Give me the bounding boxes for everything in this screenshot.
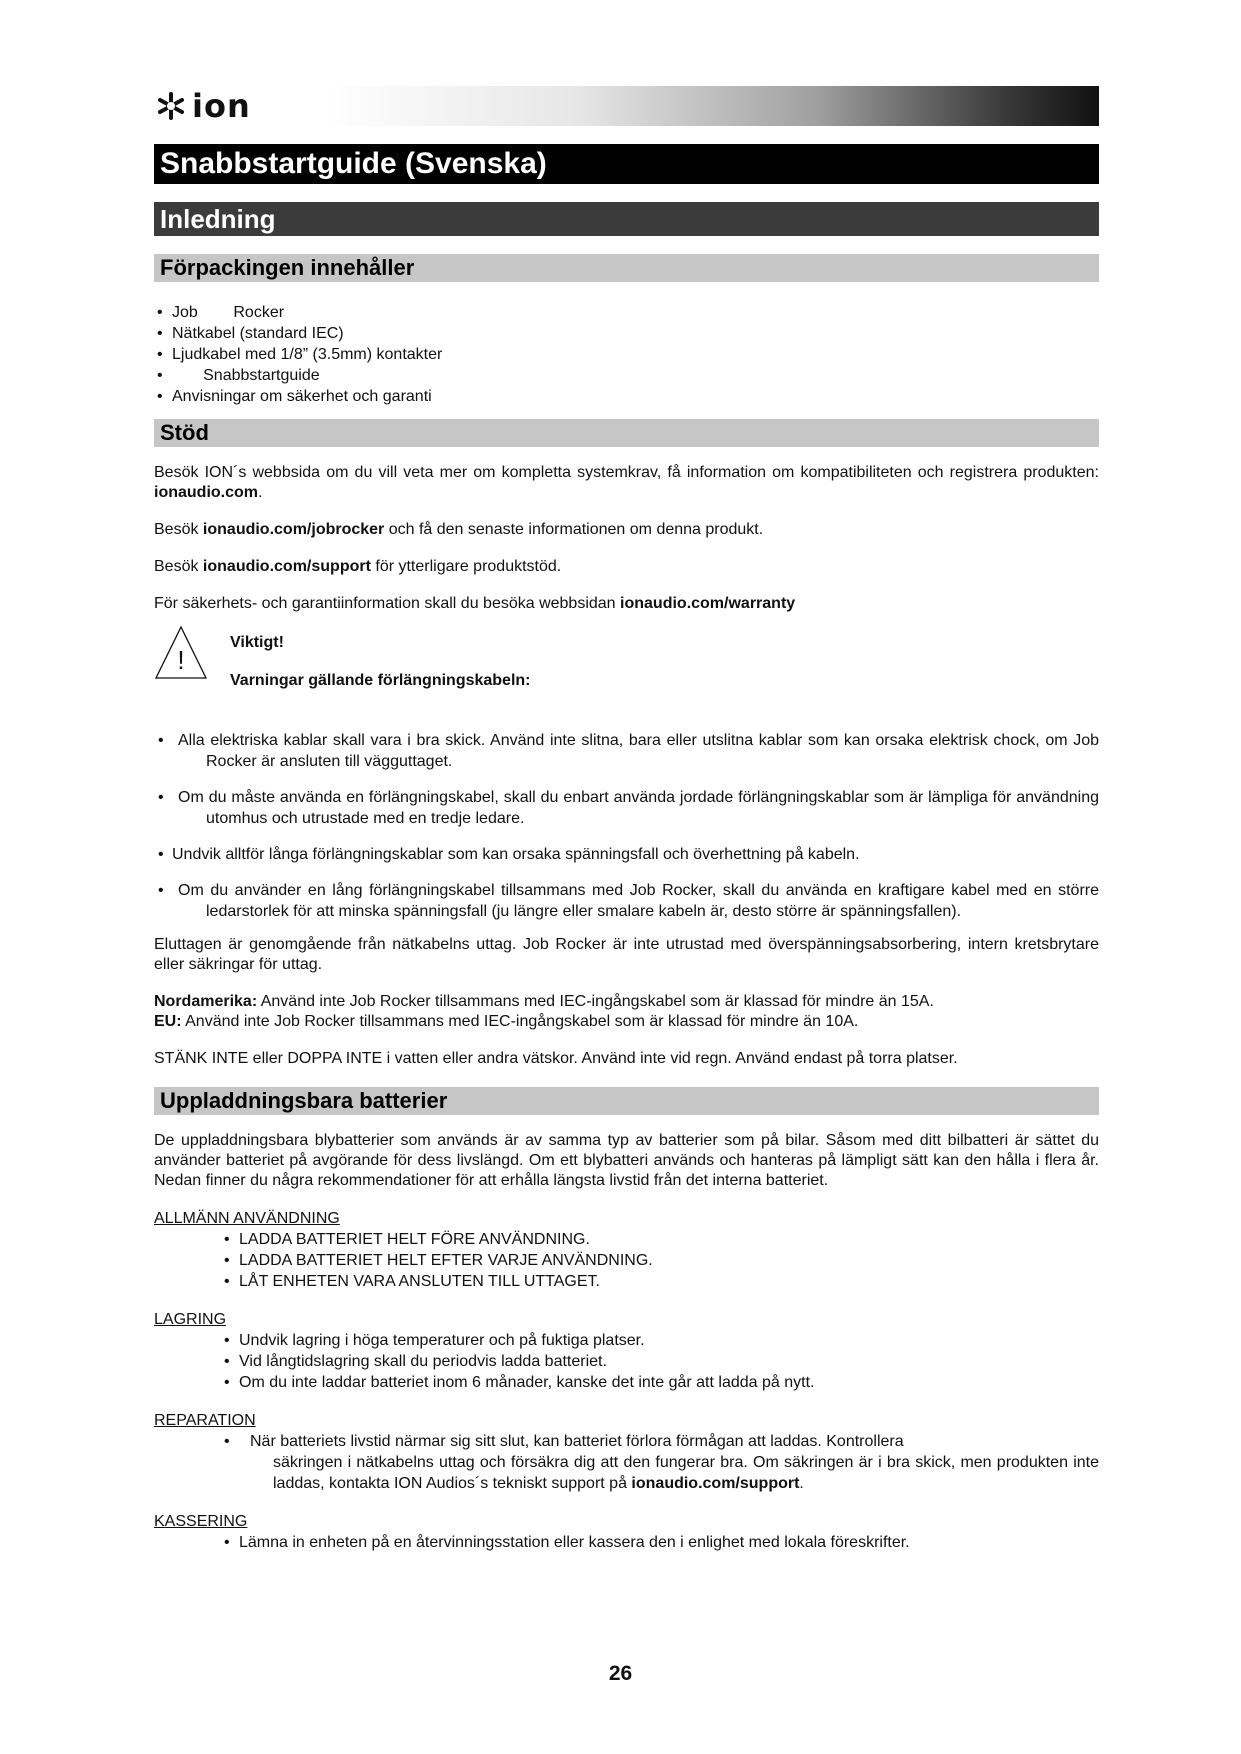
list-item: • Anvisningar om säkerhet och garanti bbox=[154, 386, 1099, 407]
page-title: Snabbstartguide (Svenska) bbox=[154, 144, 1099, 184]
list-item: • Undvik lagring i höga temperaturer och på fuktiga platser. bbox=[224, 1330, 1099, 1351]
document-page bbox=[154, 86, 1099, 1553]
batteries-intro: De uppladdningsbara blybatterier som används är av samma typ av batterier som på bilar. Såsom med ditt bilbatteri är sättet du använder batteriet på avgörande för dess livslängd. Om ett blybatteri används och hanteras på lämpligt sätt kan den hålla i flera år. Nedan finner du några rekommendationer för att erhålla längsta livstid från det interna batteriet. bbox=[154, 1132, 1099, 1189]
list-item: • Lämna in enheten på en återvinningsstation eller kassera den i enlighet med lokala föreskrifter. bbox=[224, 1532, 1099, 1553]
warning-subtitle: Varningar gällande förlängningskabeln: bbox=[230, 672, 531, 689]
general-use-heading: ALLMÄNN ANVÄNDNING bbox=[154, 1210, 340, 1227]
list-item: • Snabbstartguide bbox=[154, 365, 1099, 386]
jobrocker-link[interactable]: ionaudio.com/jobrocker bbox=[202, 521, 385, 538]
header-band bbox=[154, 86, 1099, 126]
support-section bbox=[154, 463, 1099, 1069]
list-item: • Vid långtidslagring skall du periodvis ladda batteriet. bbox=[224, 1351, 1099, 1372]
list-item: • Om du inte laddar batteriet inom 6 månader, kanske det inte går att ladda på nytt. bbox=[224, 1372, 1099, 1393]
repair-heading: REPARATION bbox=[154, 1412, 256, 1429]
svg-text:!: ! bbox=[177, 645, 185, 675]
warning-callout bbox=[154, 624, 1099, 710]
brand-name: ion bbox=[192, 87, 251, 125]
ion-star-icon bbox=[156, 91, 186, 121]
box-contents-heading: Förpackingen innehåller bbox=[154, 254, 1099, 282]
storage-list bbox=[154, 1330, 1099, 1393]
support-paragraph: Besök ionaudio.com/support för ytterligare produktstöd. bbox=[154, 558, 562, 575]
list-item: • Job Rocker bbox=[154, 302, 1099, 323]
support-paragraph: Besök ionaudio.com/jobrocker och få den senaste informationen om denna produkt. bbox=[154, 521, 764, 538]
support-paragraph: Besök ION´s webbsida om du vill veta mer om kompletta systemkrav, få information om kompatibiliteten och registrera produkten: ionaudio.com. bbox=[154, 464, 1099, 501]
list-item: • När batteriets livstid närmar sig sitt slut, kan batteriet förlora förmågan att laddas. Kontrollera säkringen i nätkabelns uttag och försäkra dig att den fungerar bra. Om säkringen är i bra skick, men produkten inte laddas, kontakta ION Audios´s tekniskt support på ionaudio.com/support. bbox=[224, 1431, 1099, 1494]
website-link[interactable]: ionaudio.com bbox=[154, 484, 258, 501]
region-note-eu: EU: Använd inte Job Rocker tillsammans med IEC-ingångskabel som är klassad för mindre än 10A. bbox=[154, 1013, 859, 1030]
list-item: • Om du använder en lång förlängningskabel tillsammans med Job Rocker, skall du använda en kraftigare kabel med en större ledarstorlek för att minska spänningsfall (ju längre eller smalare kabeln är, desto större är spänningsfallen). bbox=[154, 880, 1099, 922]
list-item: • Om du måste använda en förlängningskabel, skall du enbart använda jordade förlängningskablar som är lämpliga för användning utomhus och utrustade med en tredje ledare. bbox=[154, 787, 1099, 829]
ion-logo bbox=[156, 88, 251, 124]
region-note-na: Nordamerika: Använd inte Job Rocker tillsammans med IEC-ingångskabel som är klassad för mindre än 15A. bbox=[154, 993, 934, 1010]
list-item: • LADDA BATTERIET HELT FÖRE ANVÄNDNING. bbox=[224, 1229, 1099, 1250]
warranty-link[interactable]: ionaudio.com/warranty bbox=[620, 595, 796, 612]
batteries-heading: Uppladdningsbara batterier bbox=[154, 1087, 1099, 1115]
disposal-heading: KASSERING bbox=[154, 1513, 248, 1530]
support-link[interactable]: ionaudio.com/support bbox=[631, 1475, 800, 1492]
warning-list bbox=[154, 730, 1099, 922]
support-paragraph: För säkerhets- och garantiinformation skall du besöka webbsidan ionaudio.com/warranty bbox=[154, 595, 796, 612]
list-item: • Alla elektriska kablar skall vara i bra skick. Använd inte slitna, bara eller utslitna kablar som kan orsaka elektrisk chock, om Job Rocker är ansluten till vägguttaget. bbox=[154, 730, 1099, 772]
section-heading-intro: Inledning bbox=[154, 202, 1099, 236]
general-use-list bbox=[154, 1229, 1099, 1292]
list-item: • Undvik alltför långa förlängningskablar som kan orsaka spänningsfall och överhettning på kabeln. bbox=[154, 844, 1099, 865]
warning-triangle-icon bbox=[154, 624, 208, 680]
list-item: • LADDA BATTERIET HELT EFTER VARJE ANVÄNDNING. bbox=[224, 1250, 1099, 1271]
repair-list bbox=[154, 1431, 1099, 1494]
page-number: 26 bbox=[608, 1662, 633, 1685]
outlet-note: Eluttagen är genomgående från nätkabelns uttag. Job Rocker är inte utrustad med överspänningsabsorbering, intern kretsbrytare eller säkringar för uttag. bbox=[154, 936, 1099, 973]
support-heading: Stöd bbox=[154, 419, 1099, 447]
storage-heading: LAGRING bbox=[154, 1311, 227, 1328]
water-note: STÄNK INTE eller DOPPA INTE i vatten eller andra vätskor. Använd inte vid regn. Använd endast på torra platser. bbox=[154, 1050, 958, 1067]
support-link[interactable]: ionaudio.com/support bbox=[202, 558, 371, 575]
list-item: • Nätkabel (standard IEC) bbox=[154, 323, 1099, 344]
warning-title: Viktigt! bbox=[230, 634, 284, 651]
disposal-list bbox=[154, 1532, 1099, 1553]
list-item: • LÅT ENHETEN VARA ANSLUTEN TILL UTTAGET. bbox=[224, 1271, 1099, 1292]
box-contents-list bbox=[154, 302, 1099, 407]
list-item: • Ljudkabel med 1/8” (3.5mm) kontakter bbox=[154, 344, 1099, 365]
